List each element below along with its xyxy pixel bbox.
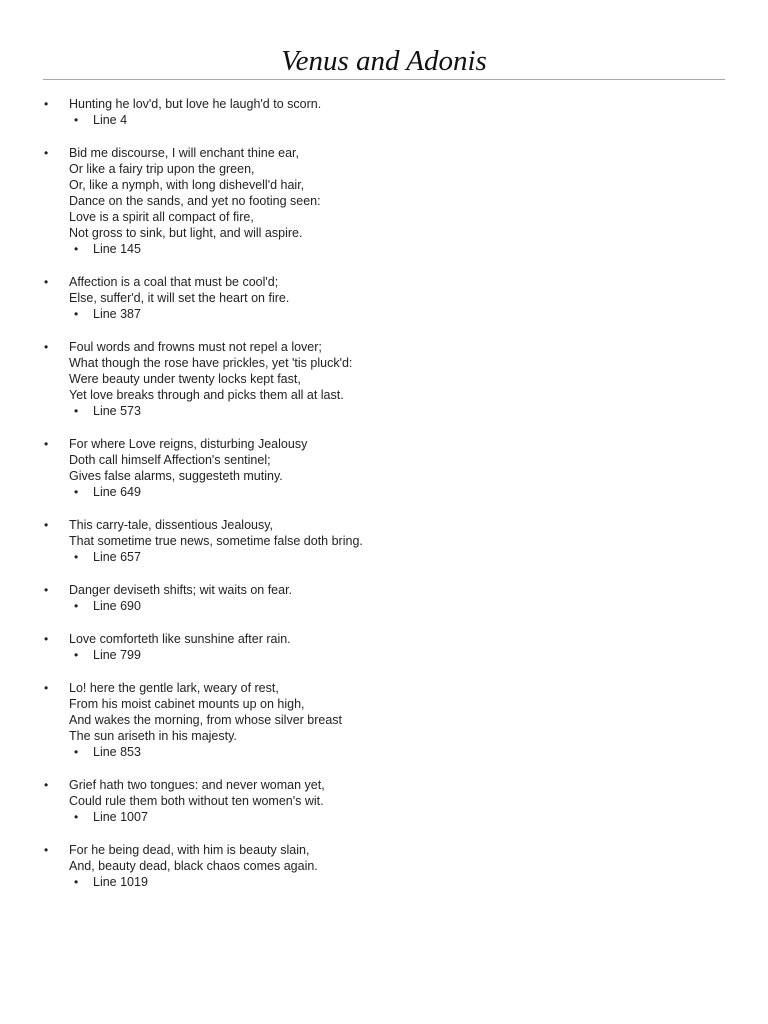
quote-line: Gives false alarms, suggesteth mutiny. bbox=[69, 469, 283, 483]
quote-line: Yet love breaks through and picks them all at last. bbox=[69, 388, 344, 402]
line-reference: • Line 1007 bbox=[69, 809, 363, 825]
quote-line: • Hunting he lov'd, but love he laugh'd to scorn. bbox=[69, 97, 322, 111]
quote-line: • For he being dead, with him is beauty slain, bbox=[69, 843, 310, 857]
quote-line: • Love comforteth like sunshine after rain. bbox=[69, 632, 291, 646]
quote-text bbox=[69, 582, 363, 598]
quote-line: Were beauty under twenty locks kept fast, bbox=[69, 372, 301, 386]
quote-text bbox=[69, 631, 363, 647]
line-reference: • Line 573 bbox=[69, 403, 363, 419]
quote-line: Could rule them both without ten women's wit. bbox=[69, 794, 324, 808]
line-reference: • Line 690 bbox=[69, 598, 363, 614]
quote-line: • Bid me discourse, I will enchant thine ear, bbox=[69, 146, 299, 160]
quote-line: Not gross to sink, but light, and will aspire. bbox=[69, 226, 303, 240]
line-reference: • Line 799 bbox=[69, 647, 363, 663]
quote-text bbox=[69, 96, 363, 112]
line-reference-list bbox=[69, 874, 363, 890]
line-reference: • Line 649 bbox=[69, 484, 363, 500]
quote-text bbox=[69, 145, 363, 241]
line-reference: • Line 387 bbox=[69, 306, 363, 322]
quote-text bbox=[69, 680, 363, 744]
line-reference-list bbox=[69, 241, 363, 257]
quote-text bbox=[69, 436, 363, 484]
quote-line: • This carry-tale, dissentious Jealousy, bbox=[69, 518, 274, 532]
quote-item bbox=[0, 777, 363, 825]
quote-line: The sun ariseth in his majesty. bbox=[69, 729, 237, 743]
line-reference: • Line 657 bbox=[69, 549, 363, 565]
quote-text bbox=[69, 274, 363, 306]
quote-text bbox=[69, 777, 363, 809]
quote-item bbox=[0, 517, 363, 565]
line-reference-list bbox=[69, 744, 363, 760]
quote-text bbox=[69, 339, 363, 403]
quote-line: • Danger deviseth shifts; wit waits on fear. bbox=[69, 583, 293, 597]
quote-line: • Lo! here the gentle lark, weary of rest, bbox=[69, 681, 279, 695]
line-reference-list bbox=[69, 809, 363, 825]
quote-line: • For where Love reigns, disturbing Jealousy bbox=[69, 437, 308, 451]
line-reference-list bbox=[69, 112, 363, 128]
quote-item bbox=[0, 680, 363, 760]
line-reference: • Line 1019 bbox=[69, 874, 363, 890]
line-reference-list bbox=[69, 403, 363, 419]
quote-item bbox=[0, 145, 363, 257]
quote-text bbox=[69, 517, 363, 549]
quote-item bbox=[0, 582, 363, 614]
quote-line: That sometime true news, sometime false doth bring. bbox=[69, 534, 363, 548]
quote-item bbox=[0, 274, 363, 322]
quote-line: Else, suffer'd, it will set the heart on fire. bbox=[69, 291, 290, 305]
line-reference-list bbox=[69, 306, 363, 322]
quote-line: • Foul words and frowns must not repel a lover; bbox=[69, 340, 322, 354]
line-reference-list bbox=[69, 647, 363, 663]
line-reference: • Line 853 bbox=[69, 744, 363, 760]
quote-item bbox=[0, 631, 363, 663]
line-reference-list bbox=[69, 549, 363, 565]
quote-line: And, beauty dead, black chaos comes again. bbox=[69, 859, 318, 873]
quote-list bbox=[0, 96, 363, 907]
quote-line: Or, like a nymph, with long dishevell'd hair, bbox=[69, 178, 305, 192]
quote-item bbox=[0, 96, 363, 128]
line-reference: • Line 145 bbox=[69, 241, 363, 257]
page-title: Venus and Adonis bbox=[281, 45, 487, 77]
quote-text bbox=[69, 842, 363, 874]
quote-line: Love is a spirit all compact of fire, bbox=[69, 210, 254, 224]
quote-line: From his moist cabinet mounts up on high, bbox=[69, 697, 305, 711]
line-reference-list bbox=[69, 598, 363, 614]
quote-line: What though the rose have prickles, yet 'tis pluck'd: bbox=[69, 356, 353, 370]
quote-line: • Grief hath two tongues: and never woman yet, bbox=[69, 778, 325, 792]
title-divider bbox=[43, 79, 725, 80]
quote-line: And wakes the morning, from whose silver breast bbox=[69, 713, 343, 727]
quote-line: Or like a fairy trip upon the green, bbox=[69, 162, 255, 176]
quote-line: Doth call himself Affection's sentinel; bbox=[69, 453, 271, 467]
quote-line: • Affection is a coal that must be cool'd; bbox=[69, 275, 279, 289]
quote-item bbox=[0, 436, 363, 500]
quote-line: Dance on the sands, and yet no footing seen: bbox=[69, 194, 321, 208]
quote-item bbox=[0, 339, 363, 419]
line-reference: • Line 4 bbox=[69, 112, 363, 128]
line-reference-list bbox=[69, 484, 363, 500]
quote-item bbox=[0, 842, 363, 890]
